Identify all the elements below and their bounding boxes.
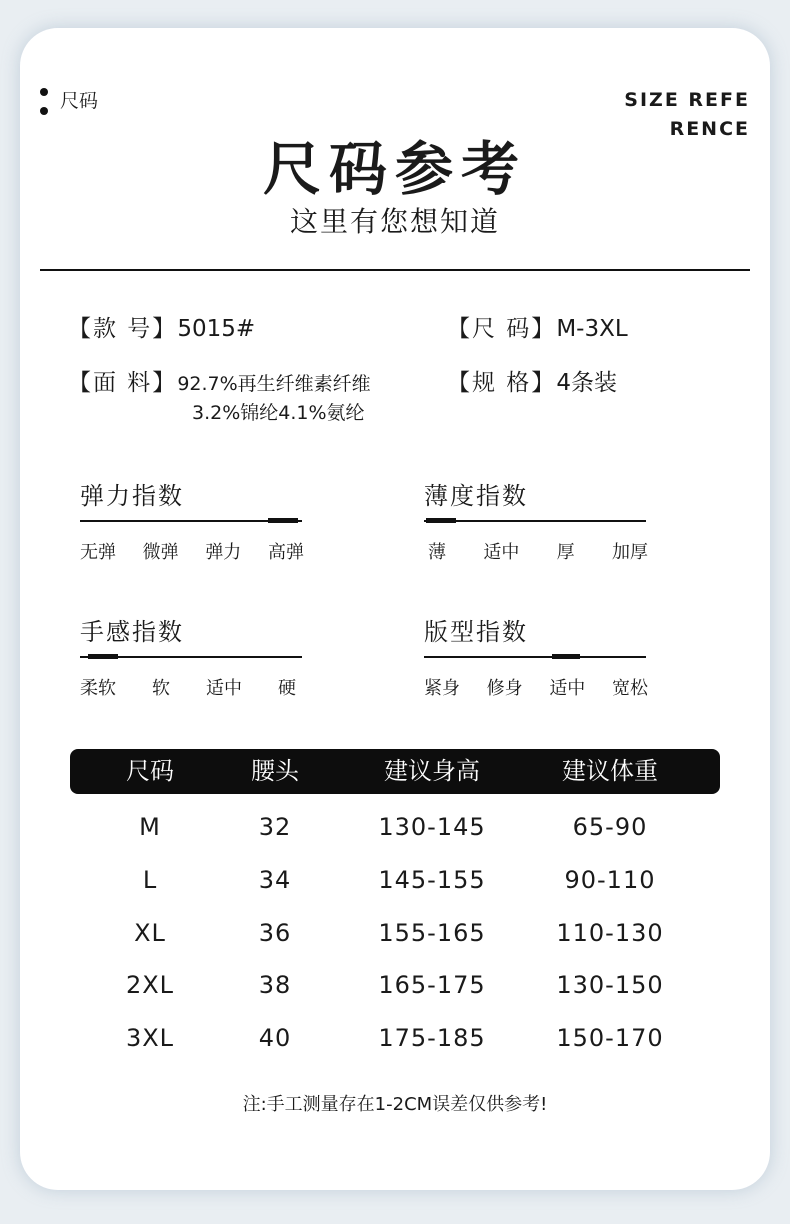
spec <box>447 364 617 397</box>
style-number <box>68 310 255 343</box>
scale-label: 紧身 <box>424 678 460 699</box>
size-range-value: M-3XL <box>556 316 628 342</box>
fabric-value-1: 92.7%再生纤维素纤维 <box>177 373 371 395</box>
fabric <box>68 364 371 397</box>
spec-label: 【规 格】 <box>447 370 557 396</box>
table-cell: 165-175 <box>378 971 486 1000</box>
hand-feel-index-title: 手感指数 <box>80 618 184 646</box>
scale-label: 高弹 <box>267 542 304 563</box>
header-weight: 建议体重 <box>562 757 658 785</box>
fabric-label: 【面 料】 <box>68 370 178 396</box>
thickness-scale-labels <box>428 538 648 564</box>
size-table-header <box>70 749 720 794</box>
size-range <box>447 310 628 343</box>
fit-scale-marker <box>552 654 580 659</box>
hand-feel-scale-labels <box>80 674 296 700</box>
table-cell: 38 <box>258 971 292 1000</box>
scale-label: 修身 <box>486 678 523 699</box>
divider <box>40 269 750 271</box>
style-number-value: 5015# <box>177 316 256 342</box>
table-cell: 32 <box>258 813 292 841</box>
table-cell: 2XL <box>125 971 175 1000</box>
scale-label: 适中 <box>549 678 586 699</box>
scale-label: 适中 <box>206 678 242 699</box>
scale-label: 柔软 <box>80 678 116 699</box>
spec-value: 4条装 <box>556 370 617 396</box>
elasticity-scale-labels <box>80 538 304 564</box>
measurement-note: 注:手工测量存在1-2CM误差仅供参考! <box>242 1094 548 1115</box>
table-cell: 3XL <box>125 1024 175 1053</box>
scale-label: 弹力 <box>205 542 242 563</box>
size-reference-label: SIZE REFERENCE <box>624 89 750 140</box>
table-cell: 90-110 <box>564 865 656 894</box>
scale-label: 宽松 <box>611 678 648 699</box>
scale-label: 微弹 <box>142 542 179 563</box>
hand-feel-scale-marker <box>88 654 118 659</box>
thickness-scale-marker <box>426 518 456 523</box>
scale-label: 加厚 <box>611 542 648 563</box>
elasticity-scale-marker <box>268 518 298 523</box>
fabric-value-2: 3.2%锦纶4.1%氨纶 <box>192 402 365 424</box>
scale-label: 薄 <box>428 542 446 563</box>
table-cell: 40 <box>258 1024 292 1053</box>
page-subtitle: 这里有您想知道 <box>289 205 500 238</box>
scale-label: 无弹 <box>80 542 116 563</box>
page-title: 尺码参考 <box>262 135 527 203</box>
table-cell: 110-130 <box>556 918 664 947</box>
scale-label: 厚 <box>556 542 575 563</box>
thickness-index-title: 薄度指数 <box>424 482 528 510</box>
scale-label: 软 <box>152 678 170 699</box>
table-cell: 155-165 <box>378 918 486 947</box>
thickness-scale-line <box>424 520 646 522</box>
table-cell: 34 <box>258 865 292 894</box>
fit-scale-line <box>424 656 646 658</box>
header-size: 尺码 <box>126 757 174 785</box>
fit-index-title: 版型指数 <box>424 618 528 646</box>
header-waist: 腰头 <box>251 757 299 785</box>
scale-label: 适中 <box>483 542 520 563</box>
size-range-label: 【尺 码】 <box>447 316 557 342</box>
table-cell: L <box>142 865 158 894</box>
table-cell: 65-90 <box>572 813 648 841</box>
table-cell: 36 <box>258 918 292 947</box>
table-cell: 130-150 <box>556 971 664 1000</box>
table-cell: 130-145 <box>378 813 486 841</box>
table-cell: 175-185 <box>378 1024 486 1053</box>
table-cell: 145-155 <box>378 865 486 894</box>
scale-label: 硬 <box>278 678 296 699</box>
table-cell: XL <box>134 918 166 947</box>
fit-scale-labels <box>424 674 648 700</box>
corner-label: 尺码 <box>60 90 99 112</box>
table-cell: M <box>139 813 161 841</box>
table-cell: 150-170 <box>556 1024 664 1053</box>
elasticity-index-title: 弹力指数 <box>80 482 184 510</box>
style-number-label: 【款 号】 <box>68 316 178 342</box>
bullet-dots-icon <box>40 88 48 126</box>
header-height: 建议身高 <box>384 757 480 785</box>
